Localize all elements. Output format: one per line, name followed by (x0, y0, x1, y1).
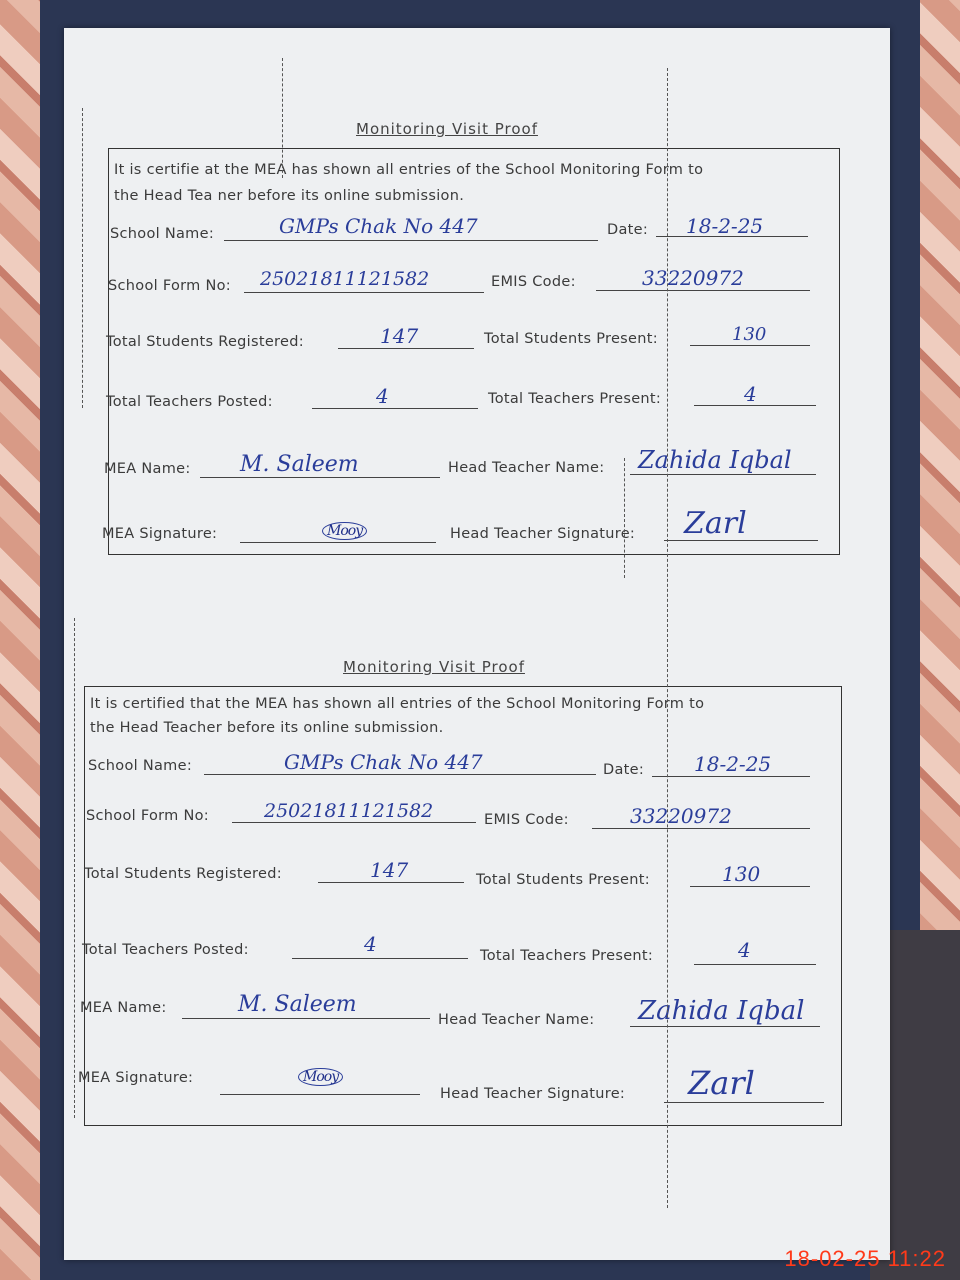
teachers-posted-line (312, 408, 478, 409)
students-present-label: Total Students Present: (484, 331, 658, 347)
students-registered-value: 147 (380, 324, 419, 348)
teachers-present-line (694, 964, 816, 965)
students-registered-label: Total Students Registered: (84, 866, 282, 882)
students-registered-line (318, 882, 464, 883)
date-label: Date: (603, 762, 645, 778)
date-value: 18-2-25 (694, 752, 772, 776)
mea-name-line (182, 1018, 430, 1019)
emis-code-value: 33220972 (642, 266, 744, 290)
head-teacher-signature-label: Head Teacher Signature: (440, 1086, 626, 1102)
emis-code-line (592, 828, 810, 829)
head-teacher-name-value: Zahida Iqbal (638, 446, 792, 474)
date-line (652, 776, 810, 777)
teachers-present-label: Total Teachers Present: (480, 948, 654, 964)
mea-signature-label: MEA Signature: (78, 1070, 194, 1086)
form-heading: Monitoring Visit Proof (356, 120, 538, 138)
mea-signature-value: Mooy (298, 1068, 343, 1086)
head-teacher-name-line (630, 474, 816, 475)
mea-name-value: M. Saleem (238, 992, 357, 1017)
teachers-posted-label: Total Teachers Posted: (106, 394, 273, 410)
school-name-label: School Name: (110, 226, 215, 242)
school-name-value: GMPs Chak No 447 (279, 214, 478, 238)
date-value: 18-2-25 (686, 214, 764, 238)
students-present-value: 130 (732, 324, 767, 345)
mea-signature-label: MEA Signature: (102, 526, 218, 542)
emis-code-line (596, 290, 810, 291)
mea-signature-line (240, 542, 436, 543)
teachers-posted-value: 4 (364, 932, 377, 956)
certification-line-2: the Head Tea ner before its online submission. (114, 188, 465, 204)
head-teacher-name-line (630, 1026, 820, 1027)
date-label: Date: (607, 222, 649, 238)
certification-line-1: It is certified that the MEA has shown all entries of the School Monitoring Form to (90, 696, 705, 712)
mea-signature-value: Mooy (322, 522, 367, 540)
school-form-no-value: 25021811121582 (260, 268, 430, 290)
certification-line-1: It is certifie at the MEA has shown all entries of the School Monitoring Form to (114, 162, 704, 178)
school-form-no-line (244, 292, 484, 293)
emis-code-label: EMIS Code: (491, 274, 576, 290)
form-heading: Monitoring Visit Proof (343, 658, 525, 676)
head-teacher-signature-value: Zarl (684, 506, 747, 541)
form-box (108, 148, 840, 555)
copy-artifact-line (82, 108, 83, 408)
copy-artifact-line (667, 68, 668, 1208)
mea-name-value: M. Saleem (240, 452, 359, 477)
students-present-line (690, 886, 810, 887)
school-form-no-value: 25021811121582 (264, 800, 434, 822)
school-name-label: School Name: (88, 758, 193, 774)
head-teacher-signature-label: Head Teacher Signature: (450, 526, 636, 542)
mea-signature-line (220, 1094, 420, 1095)
head-teacher-name-label: Head Teacher Name: (448, 460, 605, 476)
students-present-value: 130 (722, 862, 761, 886)
teachers-present-value: 4 (744, 382, 757, 406)
teachers-posted-value: 4 (376, 384, 389, 408)
copy-artifact-line (624, 458, 625, 578)
teachers-posted-label: Total Teachers Posted: (82, 942, 249, 958)
copy-artifact-line (282, 58, 283, 178)
head-teacher-signature-value: Zarl (688, 1064, 755, 1102)
students-present-line (690, 345, 810, 346)
head-teacher-signature-line (664, 1102, 824, 1103)
mea-name-label: MEA Name: (80, 1000, 167, 1016)
mea-name-label: MEA Name: (104, 461, 191, 477)
school-name-value: GMPs Chak No 447 (284, 750, 483, 774)
emis-code-label: EMIS Code: (484, 812, 569, 828)
emis-code-value: 33220972 (630, 804, 732, 828)
document-page (64, 28, 890, 1260)
teachers-present-label: Total Teachers Present: (488, 391, 662, 407)
school-name-line (224, 240, 598, 241)
certification-line-2: the Head Teacher before its online submission. (90, 720, 444, 736)
school-form-no-label: School Form No: (86, 808, 209, 824)
head-teacher-name-value: Zahida Iqbal (638, 996, 805, 1026)
students-present-label: Total Students Present: (476, 872, 650, 888)
teachers-present-value: 4 (738, 938, 751, 962)
copy-artifact-line (74, 618, 75, 1118)
school-form-no-label: School Form No: (108, 278, 231, 294)
mea-name-line (200, 477, 440, 478)
students-registered-label: Total Students Registered: (106, 334, 304, 350)
teachers-posted-line (292, 958, 468, 959)
school-name-line (204, 774, 596, 775)
photo-timestamp: 18-02-25 11:22 (784, 1246, 946, 1271)
school-form-no-line (232, 822, 476, 823)
students-registered-line (338, 348, 474, 349)
head-teacher-name-label: Head Teacher Name: (438, 1012, 595, 1028)
students-registered-value: 147 (370, 858, 409, 882)
